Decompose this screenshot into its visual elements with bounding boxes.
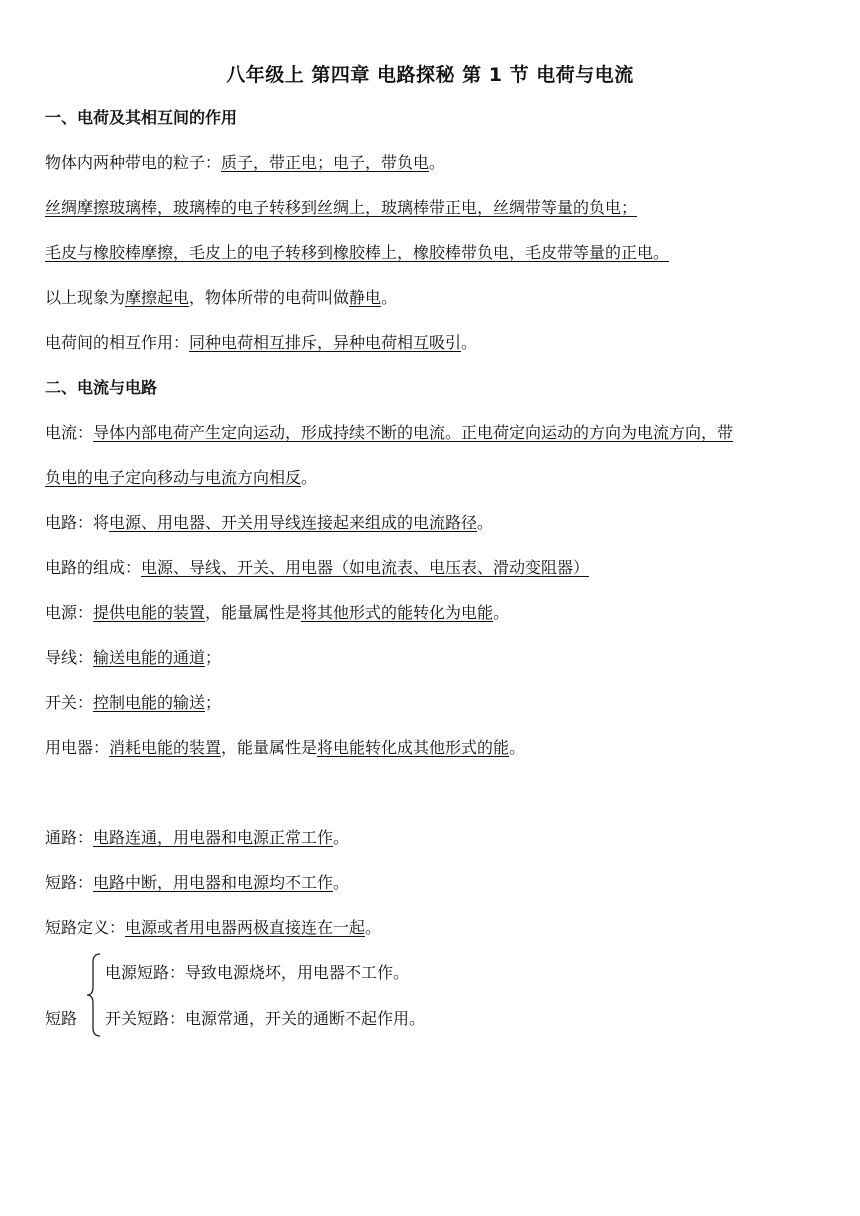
current-line-1 (45, 423, 733, 443)
particles-end: 。 (429, 153, 446, 172)
switch-label: 开关： (45, 693, 94, 712)
composition-label: 电路的组成： (45, 558, 142, 577)
current-line-2 (45, 468, 317, 488)
friction-line (45, 288, 397, 308)
closed-label: 通路： (45, 828, 94, 847)
source-p2: ，能量属性是 (205, 603, 302, 622)
friction-p2: ，物体所带的电荷叫做 (189, 288, 350, 307)
source-end: 。 (493, 603, 510, 622)
source-label: 电源： (45, 603, 94, 622)
interaction-label: 电荷间的相互作用： (45, 333, 190, 352)
particles-label: 物体内两种带电的粒子： (45, 153, 222, 172)
circuit-value: 电源、用电器、开关用导线连接起来组成的电流路径 (109, 513, 478, 532)
section2-heading: 二、电流与电路 (45, 378, 158, 397)
static-term: 静电 (349, 288, 382, 307)
fur-line: 毛皮与橡胶棒摩擦，毛皮上的电子转移到橡胶棒上，橡胶棒带负电，毛皮带等量的正电。 (45, 243, 670, 262)
wire-line (45, 648, 221, 668)
appliance-label: 用电器： (45, 738, 110, 757)
wire-end: ； (205, 648, 222, 667)
interaction-value: 同种电荷相互排斥，异种电荷相互吸引 (189, 333, 462, 352)
friction-end: 。 (381, 288, 398, 307)
current-end: 。 (301, 468, 318, 487)
short-brace-label: 短路 (45, 1009, 78, 1028)
closed-end: 。 (333, 828, 350, 847)
appliance-line (45, 738, 525, 758)
curly-brace-icon (86, 952, 102, 1038)
composition-line (45, 558, 589, 578)
silk-line: 丝绸摩擦玻璃棒，玻璃棒的电子转移到丝绸上，玻璃棒带正电，丝绸带等量的负电； (45, 198, 638, 217)
switch-end: ； (205, 693, 222, 712)
open-label: 短路： (45, 873, 94, 892)
particles-value: 质子，带正电；电子，带负电 (221, 153, 430, 172)
particles-line (45, 153, 445, 173)
short-def-value: 电源或者用电器两极直接连在一起 (125, 918, 366, 937)
short-definition-line (45, 918, 381, 938)
wire-label: 导线： (45, 648, 94, 667)
current-label: 电流： (45, 423, 94, 442)
appliance-u1: 消耗电能的装置 (109, 738, 222, 757)
interaction-line (45, 333, 477, 353)
power-short-item: 电源短路：导致电源烧坏，用电器不工作。 (105, 963, 410, 982)
interaction-end: 。 (461, 333, 478, 352)
wire-value: 输送电能的通道 (93, 648, 206, 667)
open-value: 电路中断，用电器和电源均不工作 (93, 873, 334, 892)
short-def-label: 短路定义： (45, 918, 126, 937)
circuit-label: 电路：将 (45, 513, 110, 532)
composition-value: 电源、导线、开关、用电器（如电流表、电压表、滑动变阻器） (141, 558, 590, 577)
appliance-p2: ，能量属性是 (221, 738, 318, 757)
source-u2: 将其他形式的能转化为电能 (301, 603, 494, 622)
friction-term: 摩擦起电 (125, 288, 190, 307)
circuit-end: 。 (477, 513, 494, 532)
open-end: 。 (333, 873, 350, 892)
switch-line (45, 693, 221, 713)
closed-circuit-line (45, 828, 349, 848)
friction-p1: 以上现象为 (45, 288, 126, 307)
appliance-end: 。 (509, 738, 526, 757)
source-u1: 提供电能的装置 (93, 603, 206, 622)
current-value-2: 负电的电子定向移动与电流方向相反 (45, 468, 302, 487)
current-value-1: 导体内部电荷产生定向运动，形成持续不断的电流。正电荷定向运动的方向为电流方向，带 (93, 423, 734, 442)
appliance-u2: 将电能转化成其他形式的能 (317, 738, 510, 757)
circuit-line (45, 513, 493, 533)
switch-value: 控制电能的输送 (93, 693, 206, 712)
source-line (45, 603, 509, 623)
section1-heading: 一、电荷及其相互间的作用 (45, 108, 238, 127)
closed-value: 电路连通，用电器和电源正常工作 (93, 828, 334, 847)
open-circuit-line (45, 873, 349, 893)
page-title: 八年级上 第四章 电路探秘 第 1 节 电荷与电流 (226, 64, 634, 86)
switch-short-item: 开关短路：电源常通，开关的通断不起作用。 (105, 1009, 426, 1028)
short-def-end: 。 (365, 918, 382, 937)
